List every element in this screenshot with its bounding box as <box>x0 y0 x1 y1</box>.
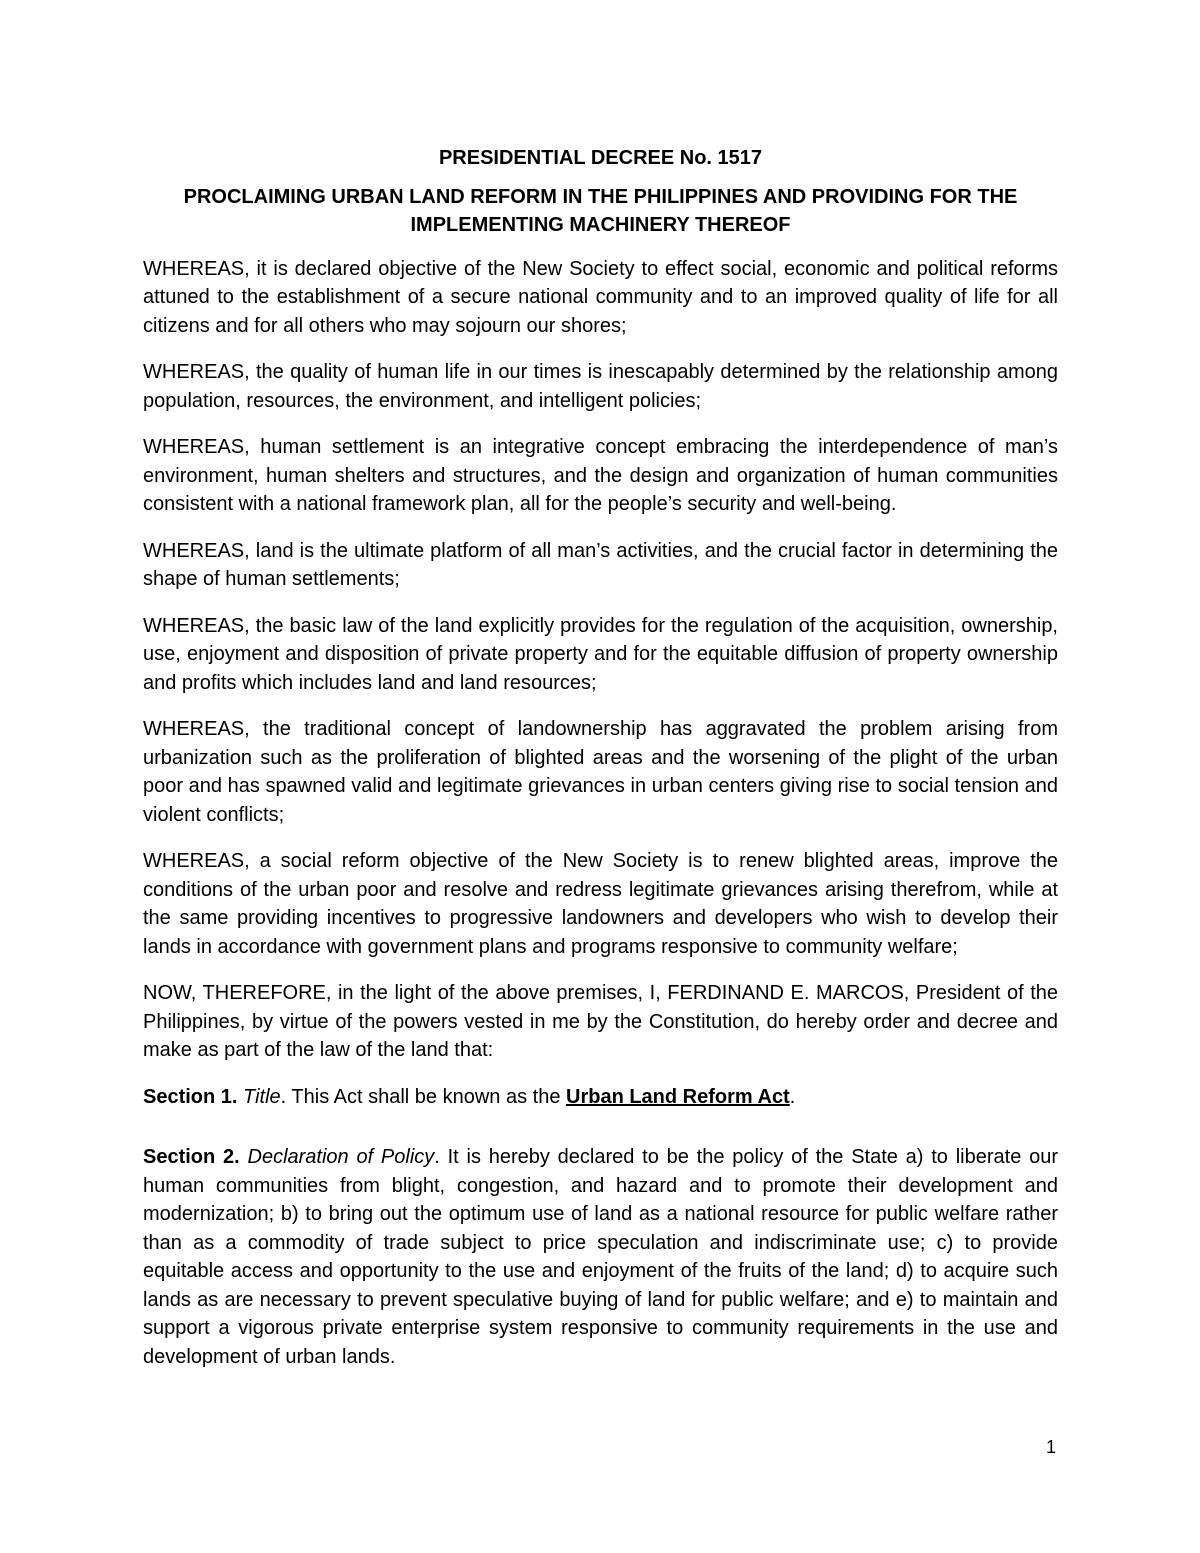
whereas-clause-2: WHEREAS, the quality of human life in our times is inescapably determined by the relationship among population, resources, the environment, and intelligent policies; <box>143 361 1058 412</box>
section-1-label: Section 1. <box>143 1085 238 1108</box>
whereas-clause-7: WHEREAS, a social reform objective of the New Society is to renew blighted areas, improve the conditions of the urban poor and resolve and redress legitimate grievances arising therefrom, while at the same providing incentives to progressive landowners and developers who wish to develop their lands in accordance with government plans and programs responsive to community welfare; <box>143 850 1058 958</box>
decree-title: PRESIDENTIAL DECREE No. 1517 <box>438 147 763 169</box>
whereas-clause-4: WHEREAS, land is the ultimate platform of all man’s activities, and the crucial factor in determining the shape of human settlements; <box>143 539 1058 590</box>
section-1-text: . This Act shall be known as the <box>280 1085 566 1108</box>
page-number: 1 <box>1046 1437 1057 1457</box>
section-2-text: . It is hereby declared to be the policy of the State a) to liberate our human communities from blight, congestion, and hazard and to promote their development and modernization; b) to bring out the optimum use of land as a national resource for public welfare rather than as a commodity of trade subject to price speculation and indiscriminate use; c) to provide equitable access and opportunity to the use and enjoyment of the fruits of the land; d) to acquire such lands as are necessary to prevent speculative buying of land for public welfare; and e) to maintain and support a vigorous private enterprise system responsive to community requirements in the use and development of urban lands. <box>143 1146 1058 1368</box>
decree-subtitle: PROCLAIMING URBAN LAND REFORM IN THE PHILIPPINES AND PROVIDING FOR THE IMPLEMENTING MACHINERY THEREOF <box>183 185 1018 236</box>
now-therefore-clause: NOW, THEREFORE, in the light of the above premises, I, FERDINAND E. MARCOS, President of the Philippines, by virtue of the powers vested in me by the Constitution, do hereby order and decree and make as part of the law of the land that: <box>143 982 1058 1061</box>
section-1-heading: Title <box>243 1085 281 1108</box>
section-2-heading: Declaration of Policy <box>247 1146 435 1168</box>
whereas-clause-1: WHEREAS, it is declared objective of the New Society to effect social, economic and political reforms attuned to the establishment of a secure national community and to an improved quality of life for all citizens and for all others who may sojourn our shores; <box>143 257 1058 337</box>
document-body <box>143 144 1058 1389</box>
section-2 <box>143 1143 1058 1371</box>
section-1 <box>143 1083 1058 1112</box>
act-name: Urban Land Reform Act <box>566 1085 790 1108</box>
whereas-clause-3: WHEREAS, human settlement is an integrative concept embracing the interdependence of man’s environment, human shelters and structures, and the design and organization of human communities consistent with a national framework plan, all for the people’s security and well-being. <box>143 436 1058 515</box>
section-1-end: . <box>789 1085 796 1108</box>
section-2-label: Section 2. <box>143 1146 240 1168</box>
whereas-clause-6: WHEREAS, the traditional concept of landownership has aggravated the problem arising from urbanization such as the proliferation of blighted areas and the worsening of the plight of the urban poor and has spawned valid and legitimate grievances in urban centers giving rise to social tension and violent conflicts; <box>143 718 1058 826</box>
whereas-clause-5: WHEREAS, the basic law of the land explicitly provides for the regulation of the acquisition, ownership, use, enjoyment and disposition of private property and for the equitable diffusion of property ownership and profits which includes land and land resources; <box>143 614 1058 694</box>
